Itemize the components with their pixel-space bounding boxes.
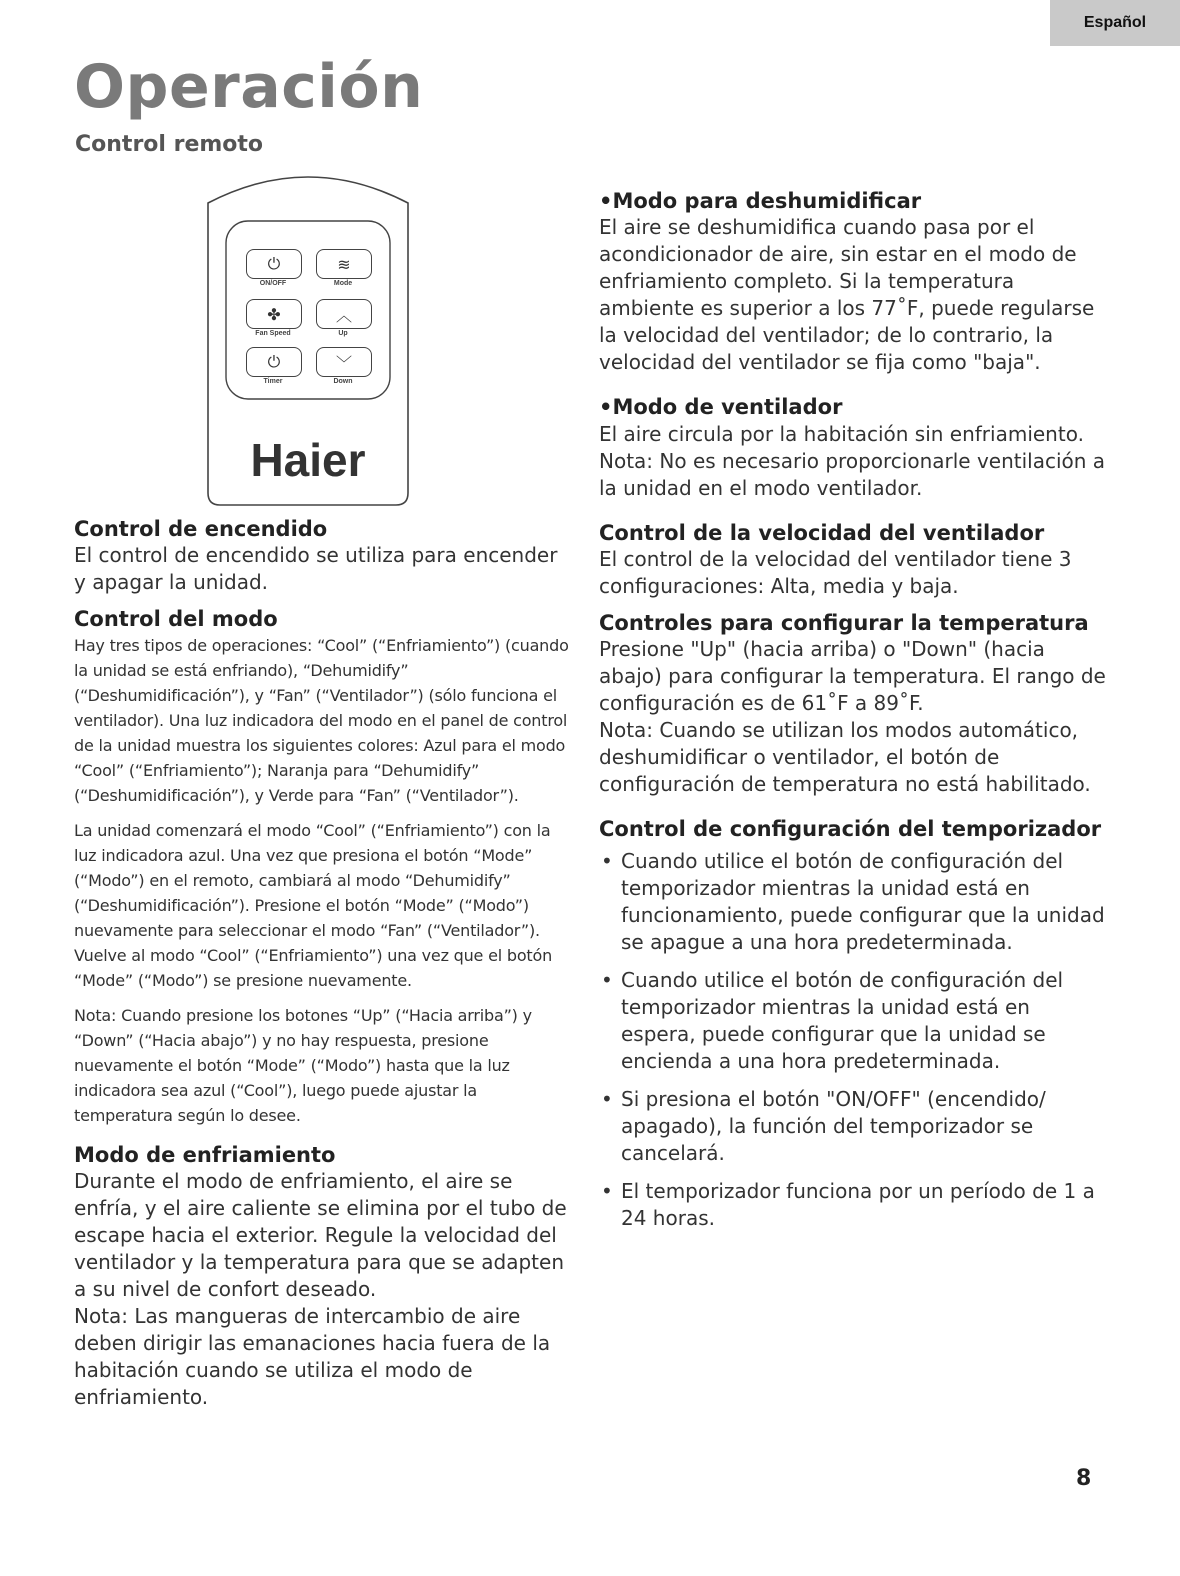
paragraph: Nota: Cuando se utilizan los modos automático, deshumidificar o ventilador, el botón de configuración de temperatura no está habilitado. xyxy=(599,718,1091,796)
section-heading: Control del modo xyxy=(74,607,278,632)
remote-label: Mode xyxy=(333,280,353,287)
section-heading: Control de la velocidad del ventilador xyxy=(599,520,1045,545)
chevron-up-icon: ︿ xyxy=(335,305,352,325)
power-icon: ⏻ xyxy=(267,254,281,273)
timer-list xyxy=(599,848,1109,1232)
mode-wave-icon: ≋ xyxy=(337,254,351,274)
language-tab: Español xyxy=(1050,0,1180,46)
paragraph: Presione "Up" (hacia arriba) o "Down" (hacia abajo) para configurar la temperatura. El rango de configuración es de 61˚F a 89˚F. xyxy=(599,637,1106,715)
remote-label: Fan Speed xyxy=(255,330,291,337)
paragraph: El control de la velocidad del ventilador tiene 3 configuraciones: Alta, media y baja. xyxy=(599,546,1072,598)
chevron-down-icon: ﹀ xyxy=(335,353,352,373)
remote-label: Down xyxy=(333,378,353,385)
power-button xyxy=(246,249,302,279)
section-subtitle: Control remoto xyxy=(75,132,264,157)
right-column xyxy=(599,188,1109,1243)
section-heading: Modo de enfriamiento xyxy=(74,1142,336,1167)
fan-speed-button xyxy=(246,299,302,329)
paragraph: El control de encendido se utiliza para encender y apagar la unidad. xyxy=(74,543,558,595)
section-heading: • Modo de ventilador xyxy=(599,394,1109,420)
paragraph: La unidad comenzará el modo “Cool” (“Enfriamiento”) con la luz indicadora azul. Una vez que presiona el botón “Mode” (“Modo”) en el remoto, cambiará al modo “Dehumidify” (“Deshumidificación”). Presione el botón “Mode” (“Modo”) nuevamente para seleccionar el modo “Fan” (“Ventilador”). Vuelve al modo “Cool” (“Enfriamiento”) una vez que el botón “Mode” (“Modo”) se presione nuevamente. xyxy=(74,820,553,990)
list-item: • El temporizador funciona por un período de 1 a 24 horas. xyxy=(599,1178,1109,1232)
list-item: • Cuando utilice el botón de configuración del temporizador mientras la unidad está en funcionamiento, puede configurar que la unidad se apague a una hora predeterminada. xyxy=(599,848,1109,956)
page-title: Operación xyxy=(74,52,424,122)
left-column xyxy=(74,516,574,1411)
paragraph: Durante el modo de enfriamiento, el aire se enfría, y el aire caliente se elimina por el tubo de escape hacia el exterior. Regule la velocidad del ventilador y la temperatura para que se adapten a su nivel de confort deseado. xyxy=(74,1168,567,1301)
mode-button xyxy=(316,249,372,279)
page-number: 8 xyxy=(1076,1466,1092,1491)
section-heading: Control de encendido xyxy=(74,517,328,541)
up-button xyxy=(316,299,372,329)
paragraph: El aire circula por la habitación sin enfriamiento. xyxy=(599,421,1084,446)
fan-icon: ✤ xyxy=(267,304,281,324)
remote-label: Up xyxy=(338,330,348,337)
paragraph: Nota: No es necesario proporcionarle ventilación a la unidad en el modo ventilador. xyxy=(599,448,1106,500)
paragraph: Nota: Las mangueras de intercambio de aire deben dirigir las emanaciones hacia fuera de la habitación cuando se utiliza el modo de enfriamiento. xyxy=(74,1303,551,1409)
brand-logo: Haier xyxy=(250,434,366,486)
timer-icon: ⏻ xyxy=(267,352,281,371)
section-heading: • Modo para deshumidificar xyxy=(599,188,1109,214)
list-item: • Cuando utilice el botón de configuración del temporizador mientras la unidad está en espera, puede configurar que la unidad se encienda a una hora predeterminada. xyxy=(599,967,1109,1075)
remote-control-illustration xyxy=(206,163,410,507)
paragraph: El aire se deshumidifica cuando pasa por el acondicionador de aire, sin estar en el modo de enfriamiento completo. Si la temperatura ambiente es superior a los 77˚F, puede regularse la velocidad del ventilador; de lo contrario, la velocidad del ventilador se fija como "baja". xyxy=(599,215,1095,375)
paragraph: Nota: Cuando presione los botones “Up” (“Hacia arriba”) y “Down” (“Hacia abajo”) y no hay respuesta, presione nuevamente el botón “Mode” (“Modo”) hasta que la luz indicadora sea azul (“Cool”), luego puede ajustar la temperatura según lo desee. xyxy=(74,1005,532,1125)
paragraph: Hay tres tipos de operaciones: “Cool” (“Enfriamiento”) (cuando la unidad se está enfriando), “Dehumidify” (“Deshumidificación”), y “Fan” (“Ventilador”) (sólo funciona el ventilador). Una luz indicadora del modo en el panel de control de la unidad muestra los siguientes colores: Azul para el modo “Cool” (“Enfriamiento”); Naranja para “Dehumidify” (“Deshumidificación”), y Verde para “Fan” (“Ventilador”). xyxy=(74,635,569,805)
down-button xyxy=(316,347,372,377)
remote-label: Timer xyxy=(263,378,283,385)
remote-label: ON/OFF xyxy=(259,280,287,287)
section-heading: Control de configuración del temporizador xyxy=(599,817,1102,841)
timer-button xyxy=(246,347,302,377)
list-item: • Si presiona el botón "ON/OFF" (encendido/ apagado), la función del temporizador se cancelará. xyxy=(599,1086,1109,1167)
section-heading: Controles para configurar la temperatura xyxy=(599,610,1089,635)
